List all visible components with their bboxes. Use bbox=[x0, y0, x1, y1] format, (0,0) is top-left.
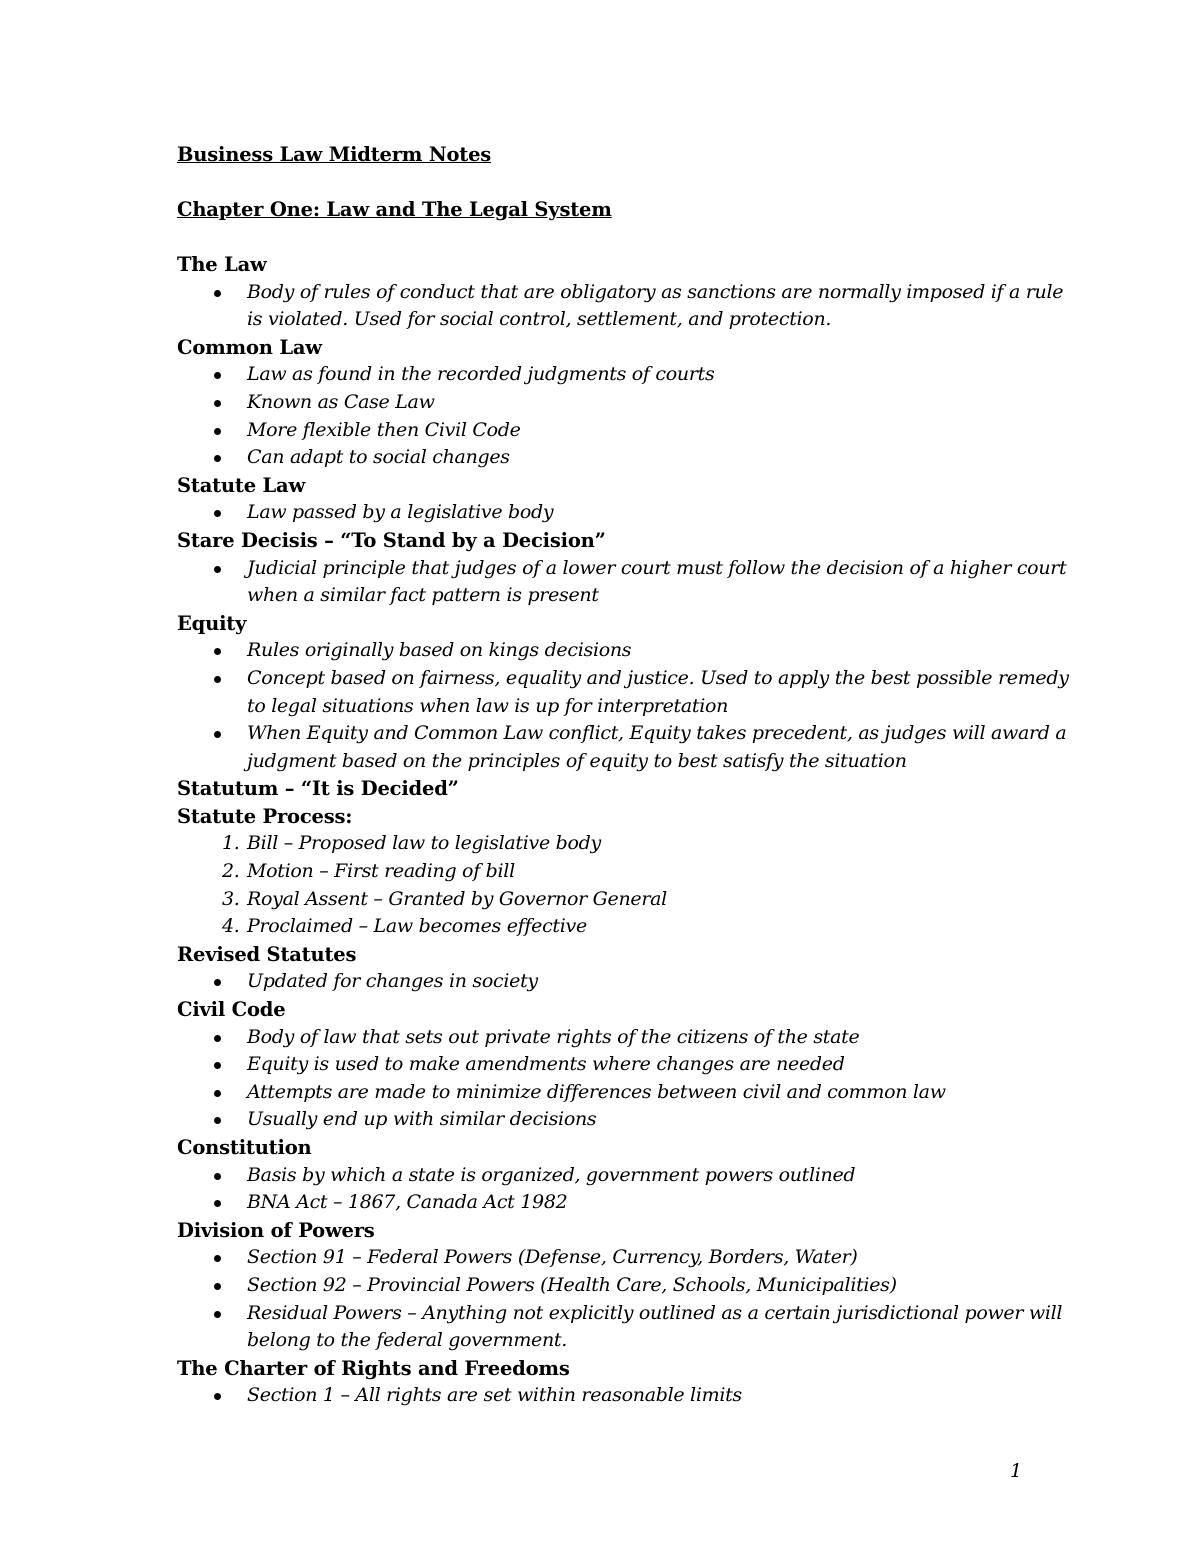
section-heading: Constitution bbox=[177, 1136, 312, 1159]
bullet-list bbox=[177, 637, 1077, 775]
notes-sections bbox=[177, 251, 1077, 1410]
list-item-text: Section 92 – Provincial Powers (Health Care, Schools, Municipalities) bbox=[247, 1273, 897, 1296]
list-item bbox=[177, 968, 1077, 996]
list-item-text: Attempts are made to minimize differences between civil and common law bbox=[247, 1080, 946, 1103]
list-item-text: Judicial principle that judges of a lower court must follow the decision of a higher court when a similar fact pattern is present bbox=[247, 556, 1067, 607]
list-item-text: BNA Act – 1867, Canada Act 1982 bbox=[247, 1191, 568, 1214]
numbered-list bbox=[177, 830, 1077, 940]
list-item-text: Rules originally based on kings decisions bbox=[247, 639, 632, 662]
list-item-number: 1. bbox=[222, 832, 240, 855]
list-item-text: When Equity and Common Law conflict, Equity takes precedent, as judges will award a judgment based on the principles of equity to best satisfy the situation bbox=[247, 722, 1067, 772]
list-item bbox=[177, 389, 1077, 417]
section bbox=[177, 803, 1077, 941]
section-heading: Statute Law bbox=[177, 473, 306, 497]
section-heading: Statute Process: bbox=[177, 804, 353, 828]
bullet-list bbox=[177, 499, 1077, 527]
list-item-text: Motion – First reading of bill bbox=[247, 860, 515, 883]
bullet-list bbox=[177, 279, 1077, 334]
list-item bbox=[177, 361, 1077, 389]
section-heading: Common Law bbox=[177, 335, 322, 359]
section bbox=[177, 527, 1077, 610]
section-heading: The Charter of Rights and Freedoms bbox=[177, 1356, 570, 1380]
section bbox=[177, 251, 1077, 334]
section-heading: Statutum – “It is Decided” bbox=[177, 777, 459, 801]
list-item-number: 2. bbox=[222, 860, 240, 883]
list-item-text: More flexible then Civil Code bbox=[247, 418, 521, 441]
section bbox=[177, 996, 1077, 1134]
bullet-list bbox=[177, 1162, 1077, 1217]
list-item bbox=[177, 417, 1077, 445]
bullet-list bbox=[177, 555, 1077, 610]
section-heading: The Law bbox=[177, 253, 267, 276]
section-heading: Division of Powers bbox=[177, 1218, 375, 1242]
chapter-title: Chapter One: Law and The Legal System bbox=[177, 198, 612, 221]
list-item bbox=[177, 858, 1077, 886]
list-item bbox=[177, 1382, 1077, 1410]
list-item bbox=[177, 665, 1077, 720]
list-item bbox=[177, 637, 1077, 665]
list-item-text: Body of rules of conduct that are obligatory as sanctions are normally imposed if a rule is violated. Used for social control, settlement, and protection. bbox=[247, 280, 1064, 331]
list-item-text: Proclaimed – Law becomes effective bbox=[247, 915, 587, 938]
section bbox=[177, 1134, 1077, 1217]
list-item bbox=[177, 279, 1077, 334]
list-item bbox=[177, 1106, 1077, 1134]
list-item-text: Updated for changes in society bbox=[247, 970, 538, 993]
bullet-list bbox=[177, 361, 1077, 471]
list-item-number: 3. bbox=[222, 887, 240, 910]
section-heading: Revised Statutes bbox=[177, 942, 357, 966]
list-item-text: Body of law that sets out private rights of the citizens of the state bbox=[247, 1025, 860, 1048]
section bbox=[177, 1355, 1077, 1410]
section bbox=[177, 775, 1077, 803]
section bbox=[177, 1217, 1077, 1355]
list-item-text: Concept based on fairness, equality and justice. Used to apply the best possible remedy to legal situations when law is up for interpretation bbox=[247, 666, 1069, 717]
list-item bbox=[177, 1024, 1077, 1052]
list-item-number: 4. bbox=[222, 915, 240, 938]
document-title: Business Law Midterm Notes bbox=[177, 143, 492, 166]
bullet-list bbox=[177, 968, 1077, 996]
list-item bbox=[177, 499, 1077, 527]
list-item-text: Basis by which a state is organized, government powers outlined bbox=[247, 1163, 856, 1186]
list-item-text: Residual Powers – Anything not explicitly outlined as a certain jurisdictional power will belong to the federal government. bbox=[247, 1301, 1063, 1352]
list-item bbox=[177, 886, 1077, 914]
list-item-text: Known as Case Law bbox=[247, 390, 435, 413]
list-item-text: Law passed by a legislative body bbox=[247, 501, 554, 524]
list-item bbox=[177, 1300, 1077, 1355]
section-heading: Civil Code bbox=[177, 998, 286, 1022]
bullet-list bbox=[177, 1382, 1077, 1410]
page-content bbox=[177, 141, 1077, 1410]
list-item bbox=[177, 1189, 1077, 1217]
list-item-text: Bill – Proposed law to legislative body bbox=[247, 832, 601, 855]
bullet-list bbox=[177, 1244, 1077, 1354]
list-item bbox=[177, 1244, 1077, 1272]
list-item-text: Usually end up with similar decisions bbox=[247, 1108, 597, 1131]
list-item-text: Section 1 – All rights are set within reasonable limits bbox=[247, 1384, 742, 1407]
list-item bbox=[177, 444, 1077, 472]
section bbox=[177, 610, 1077, 776]
list-item-text: Section 91 – Federal Powers (Defense, Currency, Borders, Water) bbox=[247, 1246, 858, 1269]
list-item bbox=[177, 1079, 1077, 1107]
list-item bbox=[177, 1162, 1077, 1190]
list-item bbox=[177, 1272, 1077, 1300]
section bbox=[177, 941, 1077, 996]
list-item bbox=[177, 913, 1077, 941]
section-heading: Stare Decisis – “To Stand by a Decision” bbox=[177, 528, 606, 552]
list-item-text: Can adapt to social changes bbox=[247, 446, 510, 469]
list-item bbox=[177, 830, 1077, 858]
bullet-list bbox=[177, 1024, 1077, 1134]
list-item-text: Law as found in the recorded judgments of courts bbox=[247, 363, 715, 386]
section bbox=[177, 472, 1077, 527]
list-item bbox=[177, 1051, 1077, 1079]
list-item-text: Royal Assent – Granted by Governor General bbox=[247, 887, 667, 910]
section bbox=[177, 334, 1077, 472]
list-item bbox=[177, 720, 1077, 775]
list-item-text: Equity is used to make amendments where changes are needed bbox=[247, 1053, 845, 1076]
list-item bbox=[177, 555, 1077, 610]
page-number: 1 bbox=[1010, 1460, 1023, 1482]
section-heading: Equity bbox=[177, 611, 247, 635]
